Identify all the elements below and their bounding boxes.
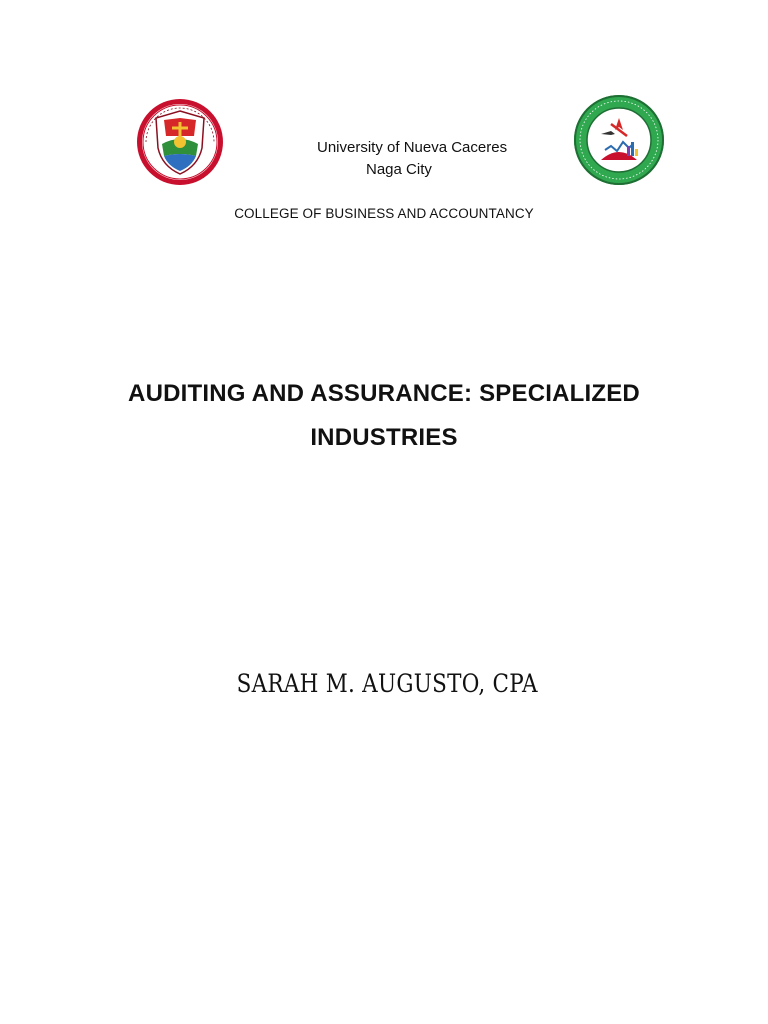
- title-line-2: INDUSTRIES: [310, 424, 458, 451]
- author-name: SARAH M. AUGUSTO, CPA: [236, 669, 538, 698]
- document-title: [84, 372, 684, 460]
- university-name: University of Nueva Caceres: [317, 139, 508, 156]
- college-seal-logo: [571, 94, 667, 186]
- college-name: COLLEGE OF BUSINESS AND ACCOUNTANCY: [234, 206, 534, 221]
- university-seal-logo: [136, 96, 224, 188]
- city-name: Naga City: [366, 161, 432, 178]
- title-line-1: AUDITING AND ASSURANCE: SPECIALIZED: [128, 380, 640, 407]
